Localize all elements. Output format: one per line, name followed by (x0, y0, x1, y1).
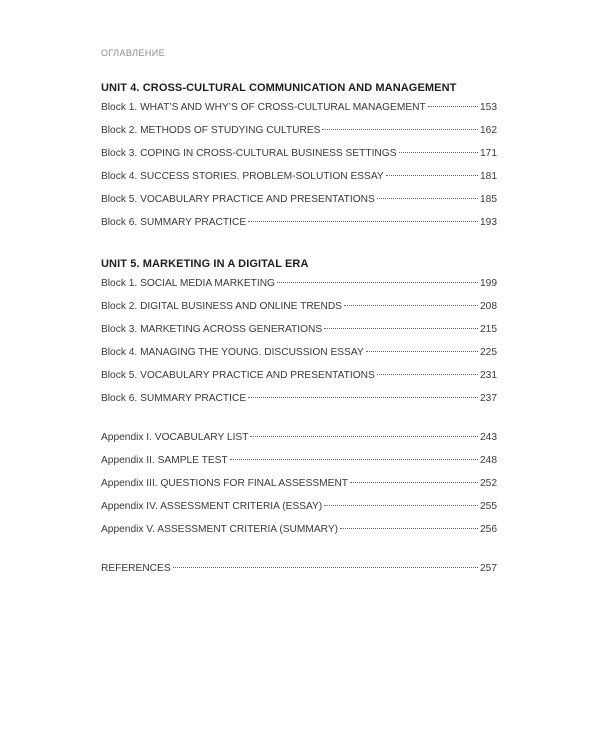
dot-leader (428, 106, 478, 107)
toc-entry-label: REFERENCES (101, 563, 171, 574)
toc-entry-label: Appendix IV. ASSESSMENT CRITERIA (ESSAY) (101, 501, 323, 512)
toc-entry-page: 181 (480, 171, 497, 182)
dot-leader (248, 221, 478, 222)
toc-entry-references[interactable] (101, 563, 497, 586)
toc-entry-page: 256 (480, 524, 497, 535)
toc-entry-page: 248 (480, 455, 497, 466)
toc-entry-label: Block 3. COPING IN CROSS-CULTURAL BUSINESS SETTINGS (101, 148, 397, 159)
unit-section (101, 256, 497, 416)
dot-leader (377, 374, 478, 375)
unit-title: UNIT 5. MARKETING IN A DIGITAL ERA (101, 258, 309, 270)
toc-entry-label: Block 2. METHODS OF STUDYING CULTURES (101, 125, 321, 136)
dot-leader (386, 175, 478, 176)
section-spacer (101, 547, 497, 563)
dot-leader (399, 152, 479, 153)
toc-entry-label: Block 4. MANAGING THE YOUNG. DISCUSSION ESSAY (101, 347, 364, 358)
appendices-section (101, 432, 497, 547)
dot-leader (322, 129, 478, 130)
toc-entry[interactable] (101, 370, 497, 393)
dot-leader (230, 459, 478, 460)
toc-entry-label: Appendix V. ASSESSMENT CRITERIA (SUMMARY) (101, 524, 339, 535)
toc-entry-label: Block 6. SUMMARY PRACTICE (101, 217, 247, 228)
toc-entry-label: Block 1. SOCIAL MEDIA MARKETING (101, 278, 275, 289)
toc-entry-label: Block 5. VOCABULARY PRACTICE AND PRESENTATIONS (101, 194, 375, 205)
dot-leader (250, 436, 478, 437)
toc-entry-label: Appendix I. VOCABULARY LIST (101, 432, 249, 443)
toc-entry[interactable] (101, 501, 497, 524)
toc-entry-page: 153 (480, 102, 497, 113)
dot-leader (350, 482, 478, 483)
toc-entry[interactable] (101, 301, 497, 324)
toc-entry-page: 185 (480, 194, 497, 205)
dot-leader (377, 198, 478, 199)
toc-entry[interactable] (101, 278, 497, 301)
toc-entry-label: Block 2. DIGITAL BUSINESS AND ONLINE TRENDS (101, 301, 342, 312)
dot-leader (324, 328, 478, 329)
toc-entry-page: 193 (480, 217, 497, 228)
dot-leader (366, 351, 478, 352)
toc-entry[interactable] (101, 455, 497, 478)
toc-entry[interactable] (101, 324, 497, 347)
toc-entry-page: 171 (480, 148, 497, 159)
toc-entry[interactable] (101, 102, 497, 125)
table-of-contents (101, 80, 497, 586)
toc-entry-label: Appendix II. SAMPLE TEST (101, 455, 228, 466)
dot-leader (340, 528, 478, 529)
toc-entry-label: Block 5. VOCABULARY PRACTICE AND PRESENTATIONS (101, 370, 375, 381)
toc-entry-page: 162 (480, 125, 497, 136)
toc-entry[interactable] (101, 217, 497, 240)
toc-entry[interactable] (101, 347, 497, 370)
toc-entry-page: 215 (480, 324, 497, 335)
running-header: ОГЛАВЛЕНИЕ (101, 48, 166, 58)
toc-entry-page: 237 (480, 393, 497, 404)
toc-entry[interactable] (101, 524, 497, 547)
toc-entry-page: 243 (480, 432, 497, 443)
toc-entry[interactable] (101, 432, 497, 455)
toc-entry-label: Appendix III. QUESTIONS FOR FINAL ASSESSMENT (101, 478, 349, 489)
toc-entry-label: Block 1. WHAT’S AND WHY’S OF CROSS-CULTURAL MANAGEMENT (101, 102, 426, 113)
toc-entry[interactable] (101, 148, 497, 171)
dot-leader (173, 567, 478, 568)
unit-title: UNIT 4. CROSS-CULTURAL COMMUNICATION AND MANAGEMENT (101, 82, 457, 94)
toc-entry-page: 225 (480, 347, 497, 358)
section-spacer (101, 416, 497, 432)
toc-entry[interactable] (101, 478, 497, 501)
dot-leader (324, 505, 478, 506)
toc-entry[interactable] (101, 393, 497, 416)
toc-entry-page: 208 (480, 301, 497, 312)
toc-entry[interactable] (101, 171, 497, 194)
toc-entry[interactable] (101, 194, 497, 217)
toc-entry-page: 257 (480, 563, 497, 574)
dot-leader (277, 282, 478, 283)
dot-leader (248, 397, 478, 398)
toc-entry-label: Block 6. SUMMARY PRACTICE (101, 393, 247, 404)
section-spacer (101, 240, 497, 256)
toc-entry-page: 199 (480, 278, 497, 289)
toc-entry-label: Block 3. MARKETING ACROSS GENERATIONS (101, 324, 323, 335)
dot-leader (344, 305, 478, 306)
toc-entry-page: 252 (480, 478, 497, 489)
toc-entry-page: 231 (480, 370, 497, 381)
toc-entry-label: Block 4. SUCCESS STORIES. PROBLEM-SOLUTION ESSAY (101, 171, 384, 182)
toc-entry[interactable] (101, 125, 497, 148)
unit-section (101, 80, 497, 240)
toc-entry-page: 255 (480, 501, 497, 512)
